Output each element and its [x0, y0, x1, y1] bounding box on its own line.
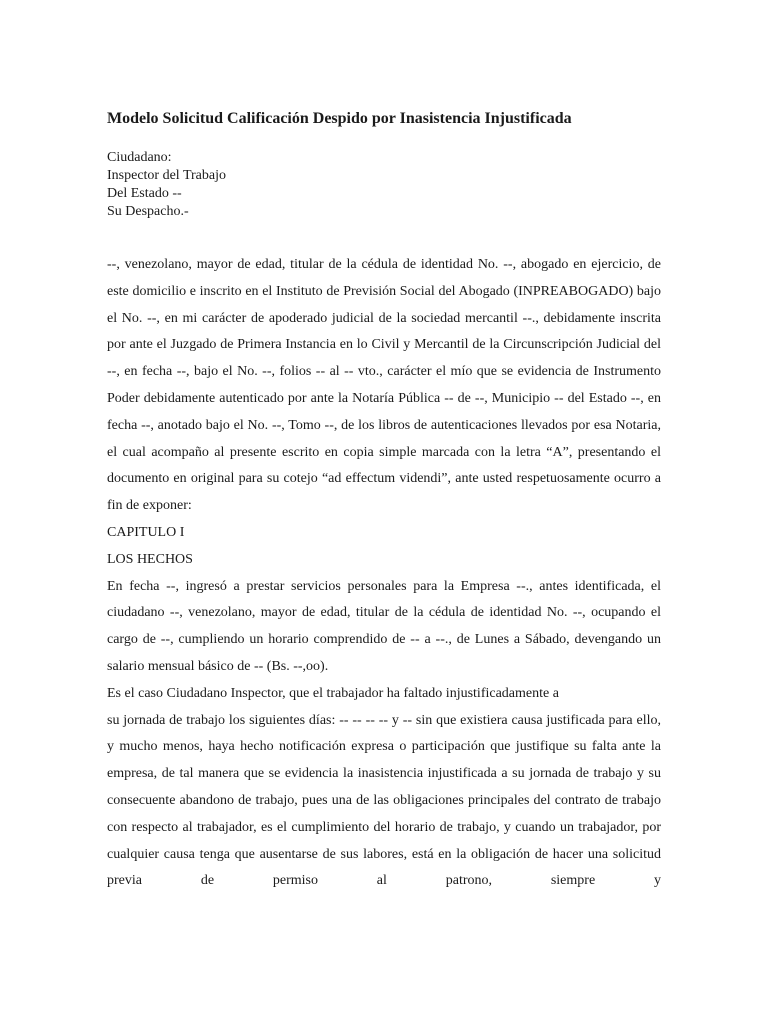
case-paragraph: su jornada de trabajo los siguientes días: -- -- -- -- y -- sin que existiera causa justificada para ello, y mucho menos, haya hecho notificación expresa o participación que justifique su falta ante la empresa, de tal manera que se evidencia la inasistencia injustificada a su jornada de trabajo y su consecuente abandono de trabajo, pues una de las obligaciones principales del contrato de trabajo con respecto al trabajador, es el cumplimiento del horario de trabajo, y cuando un trabajador, por cualquier causa tenga que ausentarse de sus labores, está en la obligación de hacer una solicitud previa de permiso al patrono, siempre y	[107, 712, 661, 889]
addressee-line: Del Estado --	[107, 186, 182, 201]
addressee-block	[107, 149, 226, 221]
document-title: Modelo Solicitud Calificación Despido por Inasistencia Injustificada	[107, 110, 572, 127]
case-intro-line: Es el caso Ciudadano Inspector, que el trabajador ha faltado injustificadamente a	[107, 685, 559, 701]
addressee-line: Su Despacho.-	[107, 204, 189, 219]
section-heading: LOS HECHOS	[107, 551, 193, 567]
addressee-line: Inspector del Trabajo	[107, 168, 226, 183]
chapter-heading: CAPITULO I	[107, 524, 185, 540]
intro-paragraph: --, venezolano, mayor de edad, titular de la cédula de identidad No. --, abogado en ejercicio, de este domicilio e inscrito en el Instituto de Previsión Social del Abogado (INPREABOGADO) bajo el No. --, en mi carácter de apoderado judicial de la sociedad mercantil --., debidamente inscrita por ante el Juzgado de Primera Instancia en lo Civil y Mercantil de la Circunscripción Judicial del --, en fecha --, bajo el No. --, folios -- al -- vto., carácter el mío que se evidencia de Instrumento Poder debidamente autenticado por ante la Notaría Pública -- de --, Municipio -- del Estado --, en fecha --, anotado bajo el No. --, Tomo --, de los libros de autenticaciones llevados por esa Notaria, el cual acompaño al presente escrito en copia simple marcada con la letra “A”, presentando el documento en original para su cotejo “ad effectum videndi”, ante usted respetuosamente ocurro a fin de exponer:	[107, 257, 661, 514]
addressee-line: Ciudadano:	[107, 150, 172, 165]
document-body	[107, 252, 661, 895]
facts-paragraph: En fecha --, ingresó a prestar servicios personales para la Empresa --., antes identificada, el ciudadano --, venezolano, mayor de edad, titular de la cédula de identidad No. --, ocupando el cargo de --, cumpliendo un horario comprendido de -- a --., de Lunes a Sábado, devengando un salario mensual básico de -- (Bs. --,oo).	[107, 578, 661, 674]
